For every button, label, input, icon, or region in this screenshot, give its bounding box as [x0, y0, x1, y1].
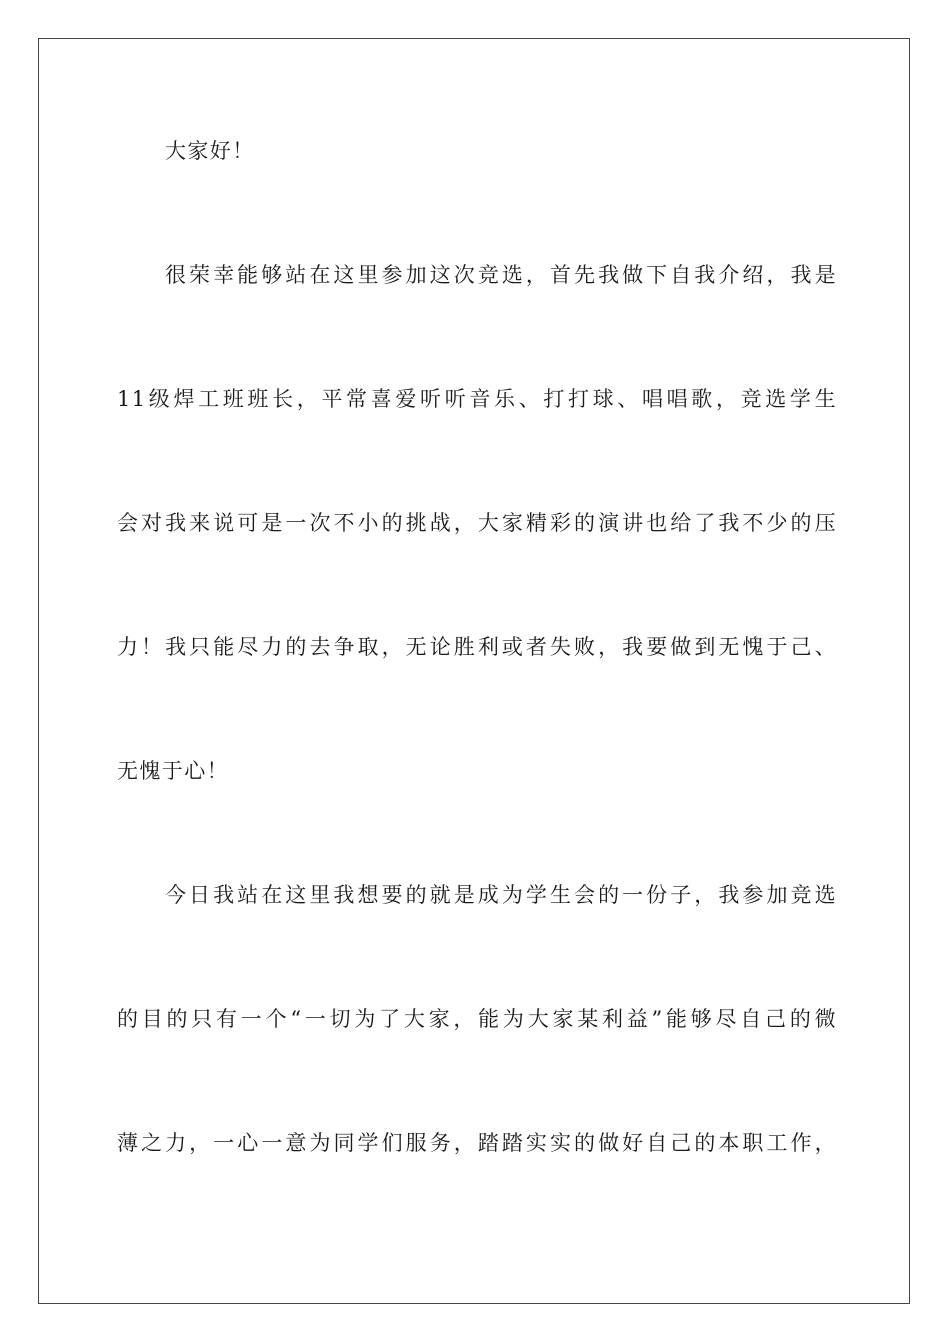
- paragraph-1-line-4: 力！我只能尽力的去争取，无论胜利或者失败，我要做到无愧于己、: [117, 635, 837, 659]
- paragraph-1-line-5: 无愧于心！: [117, 759, 229, 783]
- paragraph-2-line-1: 今日我站在这里我想要的就是成为学生会的一份子，我参加竞选: [165, 883, 837, 907]
- greeting-line: 大家好！: [165, 139, 255, 163]
- paragraph-2-line-3: 薄之力，一心一意为同学们服务，踏踏实实的做好自己的本职工作，: [117, 1131, 837, 1155]
- paragraph-1-line-2: 11级焊工班班长，平常喜爱听听音乐、打打球、唱唱歌，竞选学生: [117, 387, 837, 411]
- paragraph-1-line-1: 很荣幸能够站在这里参加这次竞选，首先我做下自我介绍，我是: [165, 263, 837, 287]
- paragraph-1-line-3: 会对我来说可是一次不小的挑战，大家精彩的演讲也给了我不少的压: [117, 511, 837, 535]
- page-border: [38, 38, 910, 1304]
- paragraph-2-line-2: 的目的只有一个“一切为了大家，能为大家某利益”能够尽自己的微: [117, 1007, 837, 1031]
